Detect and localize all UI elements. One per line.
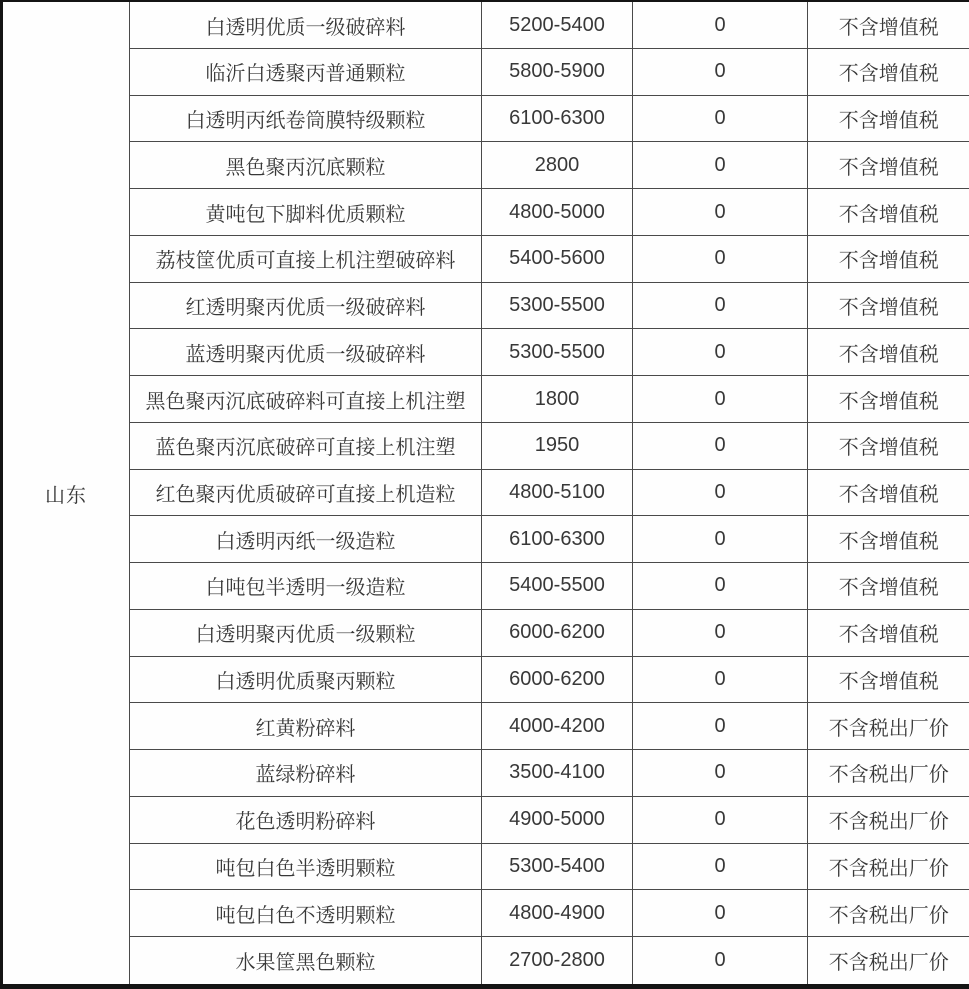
table-row — [2, 329, 969, 376]
tax-note-cell: 不含增值税 — [808, 422, 969, 469]
product-cell: 白吨包半透明一级造粒 — [130, 563, 482, 610]
product-cell: 花色透明粉碎料 — [130, 796, 482, 843]
change-cell: 0 — [633, 609, 808, 656]
tax-note-cell: 不含增值税 — [808, 656, 969, 703]
change-cell: 0 — [633, 936, 808, 986]
change-cell: 0 — [633, 49, 808, 96]
change-cell: 0 — [633, 469, 808, 516]
table-row — [2, 1, 969, 49]
tax-note-cell: 不含税出厂价 — [808, 796, 969, 843]
price-cell: 5800-5900 — [482, 49, 633, 96]
product-cell: 红透明聚丙优质一级破碎料 — [130, 282, 482, 329]
table-row — [2, 422, 969, 469]
product-cell: 蓝绿粉碎料 — [130, 750, 482, 797]
price-cell: 6100-6300 — [482, 95, 633, 142]
tax-note-cell: 不含增值税 — [808, 142, 969, 189]
product-cell: 临沂白透聚丙普通颗粒 — [130, 49, 482, 96]
change-cell: 0 — [633, 890, 808, 937]
table-row — [2, 142, 969, 189]
tax-note-cell: 不含增值税 — [808, 49, 969, 96]
change-cell: 0 — [633, 329, 808, 376]
change-cell: 0 — [633, 796, 808, 843]
product-cell: 白透明聚丙优质一级颗粒 — [130, 609, 482, 656]
change-cell: 0 — [633, 95, 808, 142]
tax-note-cell: 不含增值税 — [808, 563, 969, 610]
table-row — [2, 563, 969, 610]
product-cell: 蓝色聚丙沉底破碎可直接上机注塑 — [130, 422, 482, 469]
change-cell: 0 — [633, 843, 808, 890]
tax-note-cell: 不含税出厂价 — [808, 890, 969, 937]
product-cell: 吨包白色不透明颗粒 — [130, 890, 482, 937]
tax-note-cell: 不含税出厂价 — [808, 843, 969, 890]
change-cell: 0 — [633, 703, 808, 750]
product-cell: 水果筐黑色颗粒 — [130, 936, 482, 986]
table-row — [2, 703, 969, 750]
price-cell: 1800 — [482, 376, 633, 423]
price-cell: 5300-5500 — [482, 282, 633, 329]
tax-note-cell: 不含增值税 — [808, 376, 969, 423]
tax-note-cell: 不含增值税 — [808, 189, 969, 236]
product-cell: 白透明优质一级破碎料 — [130, 1, 482, 49]
tax-note-cell: 不含税出厂价 — [808, 703, 969, 750]
change-cell: 0 — [633, 189, 808, 236]
change-cell: 0 — [633, 282, 808, 329]
table-row — [2, 235, 969, 282]
product-cell: 蓝透明聚丙优质一级破碎料 — [130, 329, 482, 376]
table-row — [2, 890, 969, 937]
tax-note-cell: 不含增值税 — [808, 95, 969, 142]
table-row — [2, 843, 969, 890]
tax-note-cell: 不含增值税 — [808, 469, 969, 516]
table-row — [2, 376, 969, 423]
product-cell: 黑色聚丙沉底破碎料可直接上机注塑 — [130, 376, 482, 423]
tax-note-cell: 不含增值税 — [808, 609, 969, 656]
change-cell: 0 — [633, 235, 808, 282]
product-cell: 红黄粉碎料 — [130, 703, 482, 750]
change-cell: 0 — [633, 1, 808, 49]
product-cell: 黑色聚丙沉底颗粒 — [130, 142, 482, 189]
tax-note-cell: 不含增值税 — [808, 516, 969, 563]
price-cell: 2800 — [482, 142, 633, 189]
change-cell: 0 — [633, 563, 808, 610]
change-cell: 0 — [633, 516, 808, 563]
region-cell: 山东 — [2, 1, 130, 987]
table-row — [2, 609, 969, 656]
product-cell: 白透明丙纸一级造粒 — [130, 516, 482, 563]
price-cell: 5300-5400 — [482, 843, 633, 890]
price-cell: 5400-5500 — [482, 563, 633, 610]
product-cell: 荔枝筐优质可直接上机注塑破碎料 — [130, 235, 482, 282]
table-row — [2, 796, 969, 843]
table-row — [2, 469, 969, 516]
price-cell: 4800-5100 — [482, 469, 633, 516]
price-cell: 5400-5600 — [482, 235, 633, 282]
tax-note-cell: 不含税出厂价 — [808, 936, 969, 986]
price-cell: 1950 — [482, 422, 633, 469]
price-cell: 4900-5000 — [482, 796, 633, 843]
price-cell: 5200-5400 — [482, 1, 633, 49]
table-row — [2, 282, 969, 329]
table-row — [2, 656, 969, 703]
tax-note-cell: 不含增值税 — [808, 282, 969, 329]
product-cell: 白透明丙纸卷筒膜特级颗粒 — [130, 95, 482, 142]
price-cell: 6000-6200 — [482, 609, 633, 656]
change-cell: 0 — [633, 376, 808, 423]
price-cell: 6100-6300 — [482, 516, 633, 563]
product-cell: 吨包白色半透明颗粒 — [130, 843, 482, 890]
price-cell: 5300-5500 — [482, 329, 633, 376]
table-row — [2, 189, 969, 236]
change-cell: 0 — [633, 750, 808, 797]
table-row — [2, 49, 969, 96]
price-cell: 4000-4200 — [482, 703, 633, 750]
change-cell: 0 — [633, 422, 808, 469]
tax-note-cell: 不含增值税 — [808, 1, 969, 49]
product-cell: 红色聚丙优质破碎可直接上机造粒 — [130, 469, 482, 516]
change-cell: 0 — [633, 142, 808, 189]
tax-note-cell: 不含税出厂价 — [808, 750, 969, 797]
table-row — [2, 936, 969, 986]
product-cell: 黄吨包下脚料优质颗粒 — [130, 189, 482, 236]
price-cell: 4800-5000 — [482, 189, 633, 236]
table-row — [2, 516, 969, 563]
tax-note-cell: 不含增值税 — [808, 329, 969, 376]
product-cell: 白透明优质聚丙颗粒 — [130, 656, 482, 703]
tax-note-cell: 不含增值税 — [808, 235, 969, 282]
price-cell: 3500-4100 — [482, 750, 633, 797]
price-cell: 6000-6200 — [482, 656, 633, 703]
price-cell: 2700-2800 — [482, 936, 633, 986]
price-cell: 4800-4900 — [482, 890, 633, 937]
table-row — [2, 750, 969, 797]
table-row — [2, 95, 969, 142]
change-cell: 0 — [633, 656, 808, 703]
